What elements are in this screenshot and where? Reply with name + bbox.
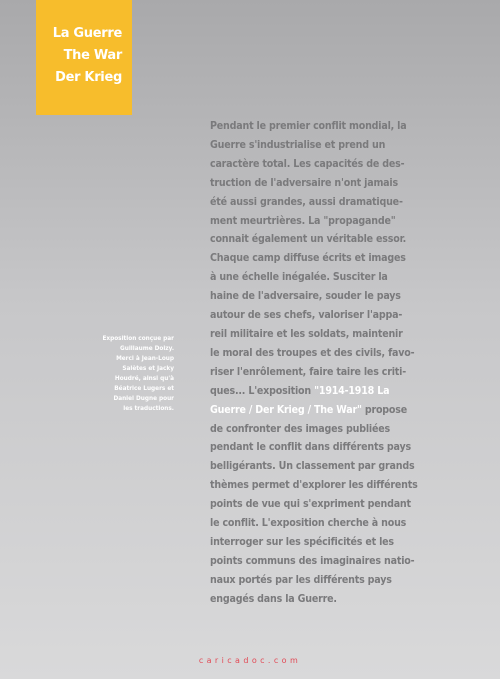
body-text-segment: belligérants. Un classement par grands	[210, 460, 415, 473]
body-line	[210, 174, 460, 193]
body-text-segment: le conflit. L'exposition cherche à nous	[210, 517, 407, 530]
body-text-segment: pendant le conflit dans différents pays	[210, 441, 411, 454]
body-text-segment: Guerre s'industrialise et prend un	[210, 138, 386, 151]
body-text-segment: haine de l'adversaire, souder le pays	[210, 290, 401, 303]
body-text-segment: été aussi grandes, aussi dramatique-	[210, 195, 403, 208]
body-line	[210, 533, 460, 552]
credits-line: les traductions.	[123, 404, 174, 412]
body-line	[210, 249, 460, 268]
credits-line: Salètes et Jacky	[122, 364, 174, 372]
body-line	[210, 287, 460, 306]
body-text-segment: le moral des troupes et des civils, favo-	[210, 346, 415, 359]
body-line	[210, 268, 460, 287]
credits-line: Daniel Dugne pour	[113, 394, 174, 402]
body-text-segment: autour de ses chefs, valoriser l'appa-	[210, 309, 403, 322]
credits-line: Exposition conçue par	[102, 334, 174, 342]
body-line	[210, 363, 460, 382]
exhibition-title: Guerre / Der Krieg / The War"	[210, 403, 362, 416]
body-text-segment: Chaque camp diffuse écrits et images	[210, 252, 406, 265]
body-text-segment: de confronter des images publiées	[210, 422, 390, 435]
body-text-segment: engagés dans la Guerre.	[210, 592, 337, 605]
body-line	[210, 306, 460, 325]
body-line	[210, 495, 460, 514]
credits-line: Houdré, ainsi qu'à	[114, 374, 174, 382]
body-line	[210, 136, 460, 155]
body-text-segment: reil militaire et les soldats, maintenir	[210, 327, 403, 340]
title-de: Der Krieg	[55, 70, 122, 85]
body-line	[210, 571, 460, 590]
body-line	[210, 401, 460, 420]
body-text-segment: truction de l'adversaire n'ont jamais	[210, 176, 398, 189]
body-line	[210, 230, 460, 249]
body-line	[210, 325, 460, 344]
body-line	[210, 590, 460, 609]
credits	[66, 333, 174, 413]
body-line	[210, 193, 460, 212]
body-line	[210, 476, 460, 495]
footer-url[interactable]: caricadoc.com	[198, 656, 302, 665]
title-fr: La Guerre	[52, 26, 122, 41]
body-text-segment: points de vue qui s'expriment pendant	[210, 498, 411, 511]
body-text-segment: propose	[361, 403, 408, 416]
body-text-segment: riser l'enrôlement, faire taire les criti-	[210, 365, 406, 378]
credits-line: Merci à Jean-Loup	[116, 354, 174, 362]
body-line	[210, 438, 460, 457]
body-text-segment: thèmes permet d'explorer les différents	[210, 479, 418, 492]
body-text-segment: connait également un véritable essor.	[210, 233, 407, 246]
body-line	[210, 514, 460, 533]
body-text-segment: naux portés par les différents pays	[210, 573, 392, 586]
body-text-segment: points communs des imaginaires natio-	[210, 554, 415, 567]
body-line	[210, 552, 460, 571]
body-text-segment: ques... L'exposition	[210, 384, 315, 397]
body-text-segment: caractère total. Les capacités de des-	[210, 157, 405, 170]
exhibition-title: "1914-1918 La	[314, 384, 390, 397]
body-line	[210, 117, 460, 136]
body-text	[210, 117, 460, 609]
body-line	[210, 155, 460, 174]
body-line	[210, 420, 460, 439]
body-text-segment: ment meurtrières. La "propagande"	[210, 214, 396, 227]
body-text-segment: interroger sur les spécificités et les	[210, 535, 394, 548]
credits-line: Béatrice Lugers et	[114, 384, 174, 392]
body-line	[210, 212, 460, 231]
body-line	[210, 382, 460, 401]
body-line	[210, 344, 460, 363]
body-line	[210, 457, 460, 476]
body-text-segment: Pendant le premier conflit mondial, la	[210, 120, 407, 132]
body-text-segment: à une échelle inégalée. Susciter la	[210, 271, 388, 284]
title-box	[36, 0, 132, 115]
credits-line: Guillaume Doizy.	[120, 344, 174, 352]
title-en: The War	[63, 48, 122, 63]
